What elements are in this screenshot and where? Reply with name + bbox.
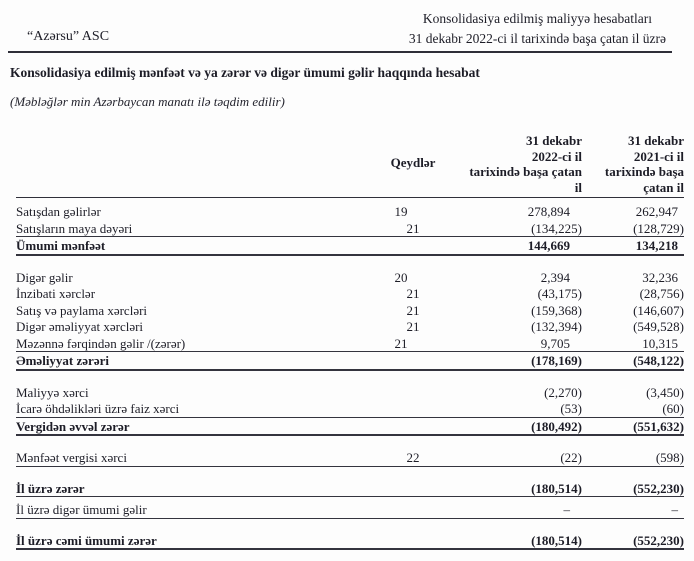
row-value-2021: – (671, 502, 678, 517)
row-value-2021: (3,450) (646, 384, 684, 400)
table-row (16, 352, 684, 371)
row-value-2021: (60) (662, 401, 684, 416)
row-value-2022: 9,705 (540, 335, 570, 351)
statement-title: Konsolidasiya edilmiş mənfəət və ya zərər və digər ümumi gəlir haqqında hesabat (10, 65, 480, 80)
row-label: Satışdan gəlirlər (16, 204, 101, 219)
table-row (16, 384, 684, 401)
table-row (16, 203, 684, 220)
row-value-2022: (22) (560, 450, 582, 465)
row-label: İl üzrə cəmi ümumi zərər (16, 532, 157, 548)
row-value-2022: 2,394 (540, 269, 570, 285)
table-row (16, 220, 684, 238)
row-value-2022: (134,225) (531, 220, 582, 236)
row-value-2022: – (563, 502, 570, 517)
column-header-line: tarixində başa çatan (469, 164, 582, 179)
row-value-2022: (53) (560, 401, 582, 416)
row-label: İnzibati xərclər (16, 286, 96, 301)
row-label: İl üzrə digər ümumi gəlir (16, 502, 147, 517)
row-label: Digər əməliyyat xərcləri (16, 319, 144, 334)
report-header-line1: Konsolidasiya edilmiş maliyyə hesabatları (422, 11, 652, 26)
table-body (16, 198, 684, 550)
row-label: İcarə öhdəlikləri üzrə faiz xərci (16, 401, 180, 416)
row-label: Vergidən əvvəl zərər (16, 418, 130, 434)
row-value-2021: 32,236 (642, 269, 678, 285)
company-name: “Azərsu” ASC (27, 29, 110, 44)
row-label: Mənfəət vergisi xərci (16, 450, 127, 465)
row-label: İl üzrə zərər (16, 480, 85, 496)
column-header-line: 31 dekabr (526, 133, 582, 148)
column-header-line: çatan il (643, 179, 684, 195)
row-value-2022: (159,368) (531, 302, 582, 318)
row-label: Əməliyyat zərəri (16, 353, 109, 368)
report-header (409, 9, 666, 48)
row-value-2021: (551,632) (633, 418, 684, 434)
column-header-notes: Qeydlər (390, 155, 436, 170)
column-header-line: tarixində başa (604, 164, 684, 179)
row-label: Məzənnə fərqindən gəlir /(zərər) (16, 335, 186, 351)
row-value-2021: (552,230) (633, 480, 684, 496)
table-row (16, 318, 684, 335)
row-value-2022: (2,270) (544, 384, 582, 400)
row-value-2021: (552,230) (633, 532, 684, 548)
table-row (16, 302, 684, 319)
row-value-2021: 10,315 (642, 335, 678, 351)
row-value-2021: (146,607) (633, 302, 684, 318)
table-row (16, 501, 684, 519)
table-row (16, 418, 684, 437)
column-header-line: il (574, 179, 582, 195)
row-value-2022: (178,169) (531, 353, 582, 368)
table-row (16, 237, 684, 256)
row-value-2021: (128,729) (633, 220, 684, 236)
row-note: 21 (394, 335, 408, 351)
letterhead (0, 0, 694, 53)
table-header-row (16, 133, 684, 198)
table-row (16, 449, 684, 467)
row-value-2021: 262,947 (635, 204, 678, 219)
table-row (16, 480, 684, 498)
row-value-2022: (43,175) (537, 286, 582, 301)
row-value-2021: (598) (655, 450, 684, 465)
row-value-2021: (28,756) (639, 286, 684, 301)
column-header-line: 2022-ci il (531, 148, 582, 164)
table-row (16, 335, 684, 353)
column-header-line: 31 dekabr (628, 133, 684, 148)
row-note: 21 (406, 302, 420, 318)
row-value-2022: (180,514) (531, 480, 582, 496)
column-header-2022 (452, 133, 582, 195)
row-value-2021: (549,528) (633, 319, 684, 334)
row-note: 19 (394, 204, 408, 219)
financial-table (16, 133, 684, 550)
table-row (16, 400, 684, 418)
column-header-line: 2021-ci il (633, 148, 684, 164)
row-note: 22 (406, 450, 420, 465)
units-note: (Məbləğlər min Azərbaycan manatı ilə təqdim edilir) (10, 94, 285, 109)
row-value-2021: 134,218 (635, 238, 678, 253)
letterhead-divider (8, 51, 672, 53)
row-label: Satışların maya dəyəri (16, 220, 133, 236)
row-note: 21 (406, 319, 420, 334)
row-value-2022: (180,492) (531, 418, 582, 434)
row-label: Satış və paylama xərcləri (16, 302, 148, 318)
row-note: 20 (394, 269, 408, 285)
table-row (16, 532, 684, 551)
row-value-2022: (132,394) (531, 319, 582, 334)
row-value-2022: 144,669 (527, 238, 570, 253)
report-header-line2: 31 dekabr 2022-ci il tarixində başa çatan il üzrə (408, 30, 666, 46)
table-row (16, 269, 684, 286)
row-value-2022: 278,894 (527, 204, 570, 219)
row-value-2022: (180,514) (531, 532, 582, 548)
row-note: 21 (406, 220, 420, 236)
row-value-2021: (548,122) (633, 353, 684, 368)
row-label: Maliyyə xərci (16, 384, 89, 400)
row-note: 21 (406, 286, 420, 301)
row-label: Digər gəlir (16, 269, 73, 285)
row-label: Ümumi mənfəət (16, 238, 106, 253)
column-header-2021 (582, 133, 684, 195)
table-row (16, 285, 684, 302)
